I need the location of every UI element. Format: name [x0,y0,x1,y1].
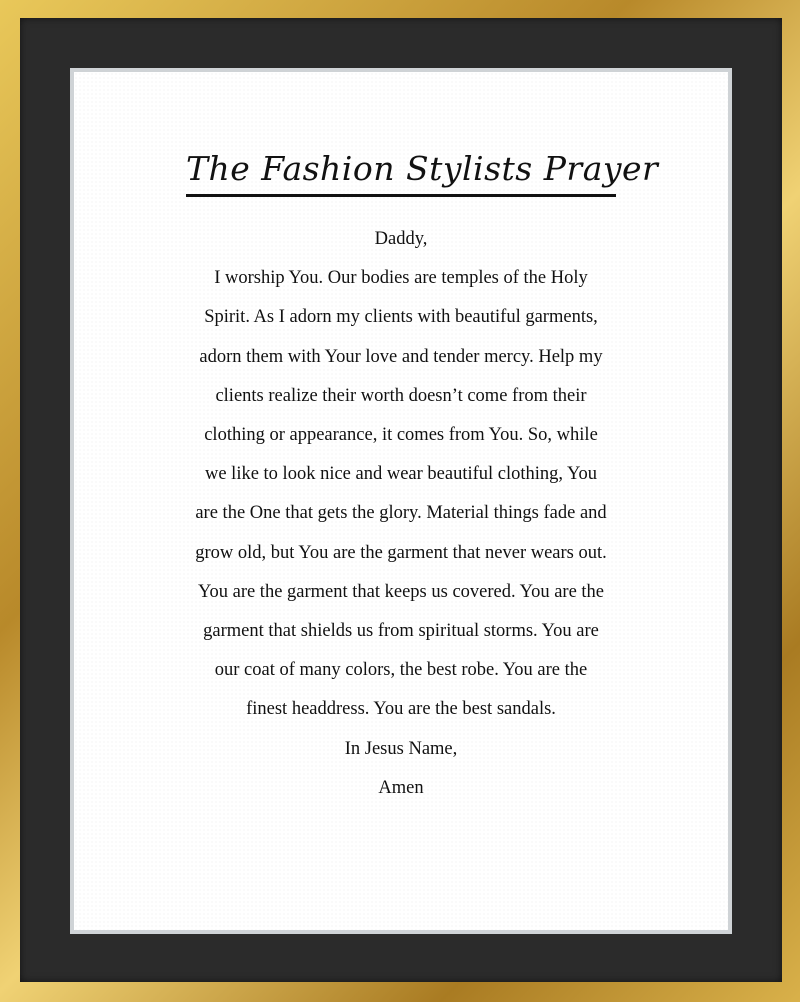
prayer-line: we like to look nice and wear beautiful clothing, You [204,464,597,485]
prayer-line: clients realize their worth doesn’t come from their [215,385,587,406]
prayer-line: You are the garment that keeps us covered. You are the [197,581,605,602]
prayer-document [74,72,728,930]
prayer-line: grow old, but You are the garment that never wears out. [195,542,607,563]
black-mat [20,18,782,982]
document-title: The Fashion Stylists Prayer [186,149,659,188]
prayer-line: adorn them with Your love and tender mercy. Help my [199,346,603,367]
closing: In Jesus Name, [344,738,458,759]
greeting: Daddy, [374,229,428,249]
signoff: Amen [378,777,424,798]
prayer-line: finest headdress. You are the best sandals. [246,699,556,720]
prayer-line: I worship You. Our bodies are temples of the Holy [214,268,588,289]
prayer-body [74,220,728,808]
prayer-line: garment that shields us from spiritual storms. You are [203,621,599,642]
paper-border [70,68,732,934]
prayer-line: Spirit. As I adorn my clients with beautiful garments, [204,307,598,328]
prayer-line: clothing or appearance, it comes from You. So, while [204,425,598,446]
prayer-line: are the One that gets the glory. Material things fade and [195,503,607,524]
title-underline [186,194,616,197]
prayer-line: our coat of many colors, the best robe. You are the [214,660,588,681]
